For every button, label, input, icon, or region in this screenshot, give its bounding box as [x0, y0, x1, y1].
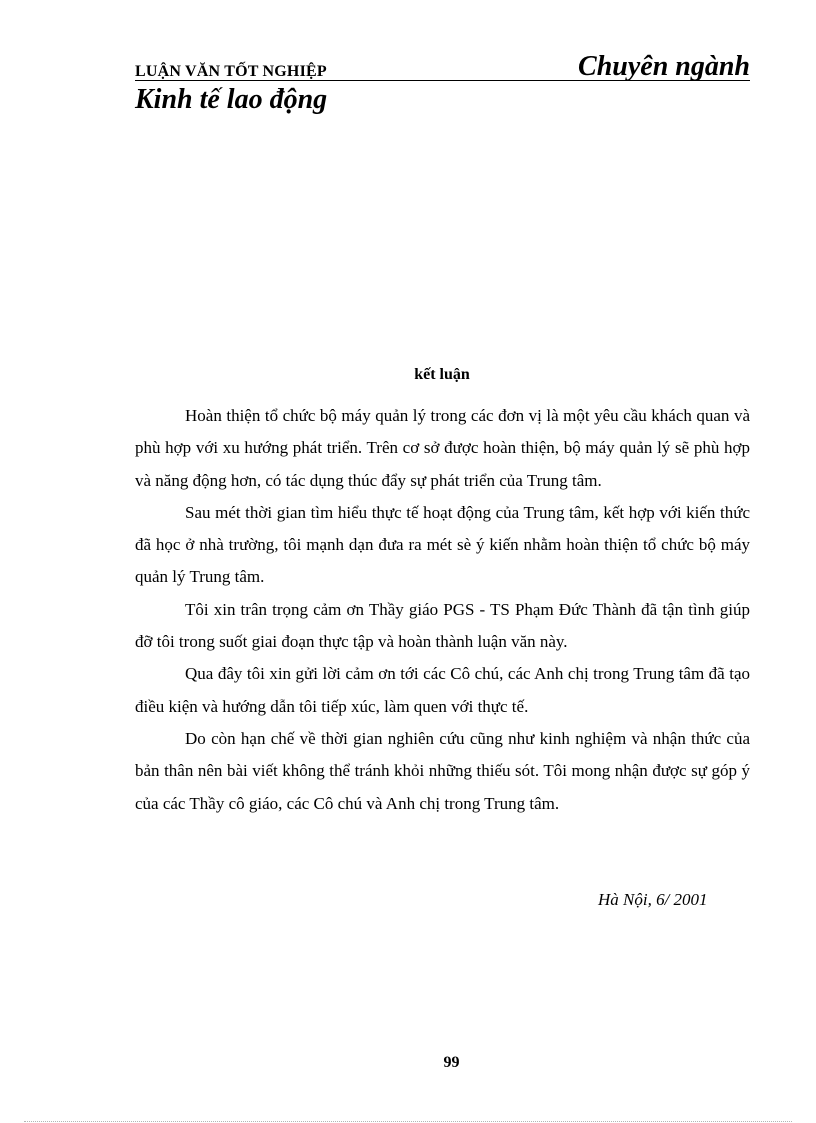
conclusion-body [135, 400, 750, 820]
paragraph: Do còn hạn chế về thời gian nghiên cứu cũng như kinh nghiệm và nhận thức của bản thân nên bài viết không thể tránh khỏi những thiếu sót. Tôi mong nhận được sự góp ý của các Thầy cô giáo, các Cô chú và Anh chị trong Trung tâm. [135, 728, 750, 813]
major-label: Chuyên ngành [578, 51, 750, 82]
section-title: kết luận [414, 366, 470, 383]
place-date: Hà Nội, 6/ 2001 [598, 890, 708, 909]
thesis-label: LUẬN VĂN TỐT NGHIỆP [135, 63, 327, 80]
major-name: Kinh tế lao động [135, 84, 328, 115]
paragraph: Qua đây tôi xin gửi lời cảm ơn tới các Cô chú, các Anh chị trong Trung tâm đã tạo điều kiện và hướng dẫn tôi tiếp xúc, làm quen với thực tế. [135, 664, 750, 716]
page-header [135, 50, 750, 117]
paragraph: Sau mét thời gian tìm hiểu thực tế hoạt động của Trung tâm, kết hợp với kiến thức đã học ở nhà trường, tôi mạnh dạn đưa ra mét sè ý kiến nhằm hoàn thiện tổ chức bộ máy quản lý Trung tâm. [135, 502, 750, 587]
page-number: 99 [443, 1054, 460, 1071]
paragraph: Hoàn thiện tổ chức bộ máy quản lý trong các đơn vị là một yêu cầu khách quan và phù hợp với xu hướng phát triển. Trên cơ sở được hoàn thiện, bộ máy quản lý sẽ phù hợp và năng động hơn, có tác dụng thúc đẩy sự phát triển của Trung tâm. [135, 406, 750, 490]
page-bottom-divider [24, 1121, 792, 1122]
paragraph: Tôi xin trân trọng cảm ơn Thầy giáo PGS - TS Phạm Đức Thành đã tận tình giúp đỡ tôi trong suốt giai đoạn thực tập và hoàn thành luận văn này. [135, 599, 750, 652]
header-row [135, 50, 750, 81]
